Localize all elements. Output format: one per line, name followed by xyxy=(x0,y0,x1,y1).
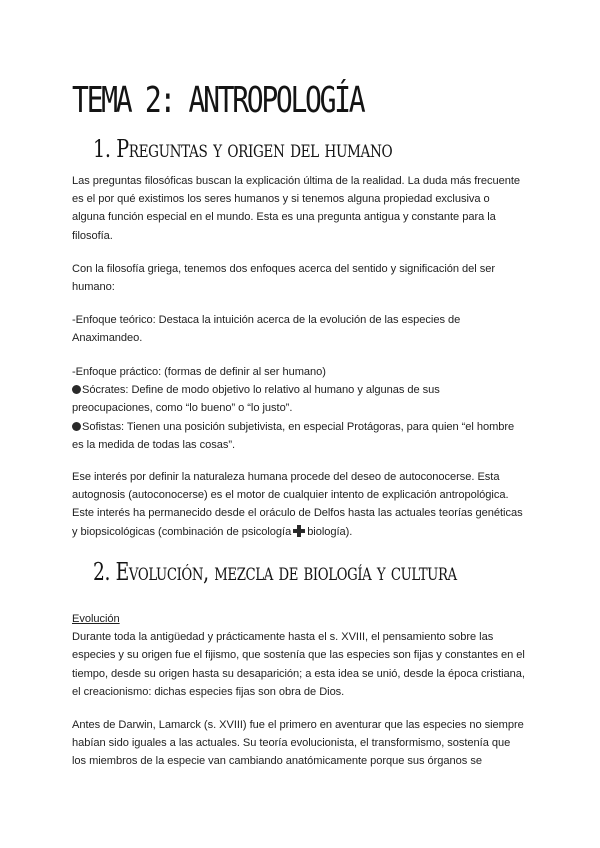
practical-heading: -Enfoque práctico: (formas de definir al ser humano) xyxy=(72,366,326,378)
text-line: el creacionismo: dichas especies fijas son obra de Dios. xyxy=(72,685,345,698)
s1-paragraph-1 xyxy=(72,172,534,245)
s1-paragraph-2 xyxy=(72,260,534,296)
text-line: es la medida de todas las cosas”. xyxy=(72,438,235,451)
text-line: Antes de Darwin, Lamarck (s. XVIII) fue el primero en aventurar que las especies no siempre xyxy=(72,719,524,731)
s2-paragraph-2 xyxy=(72,716,534,771)
section-1-heading: 1. Preguntas y origen del humano xyxy=(93,135,393,163)
s1-paragraph-4 xyxy=(72,468,534,541)
text-line: los miembros de la especie van cambiando anatómicamente porque sus órganos se xyxy=(72,755,482,768)
text-line: es el por qué existimos los seres humanos y si tenemos alguna propiedad exclusiva o xyxy=(72,193,490,206)
text-line: -Enfoque teórico: Destaca la intuición acerca de la evolución de las especies de xyxy=(72,314,461,326)
plus-icon xyxy=(293,525,305,537)
bullet-icon xyxy=(72,385,81,394)
text-line: Anaximandeo. xyxy=(72,332,143,345)
text-line: Este interés ha permanecido desde el oráculo de Delfos hasta las actuales teorías genéticas xyxy=(72,507,523,520)
text-line: habían sido iguales a las actuales. Su teoría evolucionista, el transformismo, sostenía que xyxy=(72,737,511,750)
s2-paragraph-1 xyxy=(72,610,534,701)
text-line: especies y su origen fue el fijismo, que sostenía que las especies son fijas y constantes en el xyxy=(72,649,525,662)
text-line: y biopsicológicas (combinación de psicología biología). xyxy=(72,525,353,538)
bullet-icon xyxy=(72,422,81,431)
s1-practical-approach xyxy=(72,363,534,454)
text-line: autognosis (autoconocerse) es el motor de cualquier intento de explicación antropológica. xyxy=(72,489,509,502)
section-2-heading: 2. Evolución, mezcla de biología y cultura xyxy=(93,558,457,586)
text-line: Durante toda la antigüedad y prácticamente hasta el s. XVIII, el pensamiento sobre las xyxy=(72,631,494,644)
text-line: humano: xyxy=(72,281,115,294)
text-line: alguna función especial en el mundo. Esta es una pregunta antigua y constante para la xyxy=(72,211,496,224)
text-line: filosofía. xyxy=(72,229,113,242)
page-title: TEMA 2: ANTROPOLOGÍA xyxy=(72,80,364,121)
text-line: Con la filosofía griega, tenemos dos enfoques acerca del sentido y significación del ser xyxy=(72,263,495,275)
text-line: Ese interés por definir la naturaleza humana procede del deseo de autoconocerse. Esta xyxy=(72,471,500,483)
sofistas-item: Sofistas: Tienen una posición subjetivista, en especial Protágoras, para quien “el hombre xyxy=(72,418,534,436)
text-line: tiempo, desde su origen hasta su desaparición; a esta idea se unió, desde la época cristiana, xyxy=(72,667,525,680)
evolution-subheading: Evolución xyxy=(72,613,120,625)
text-line: Las preguntas filosóficas buscan la explicación última de la realidad. La duda más frecuente xyxy=(72,175,521,187)
s1-theoretical-approach xyxy=(72,311,534,347)
socrates-item: Sócrates: Define de modo objetivo lo relativo al humano y algunas de sus xyxy=(72,381,534,399)
text-line: preocupaciones, como “lo bueno” o “lo justo”. xyxy=(72,402,293,415)
